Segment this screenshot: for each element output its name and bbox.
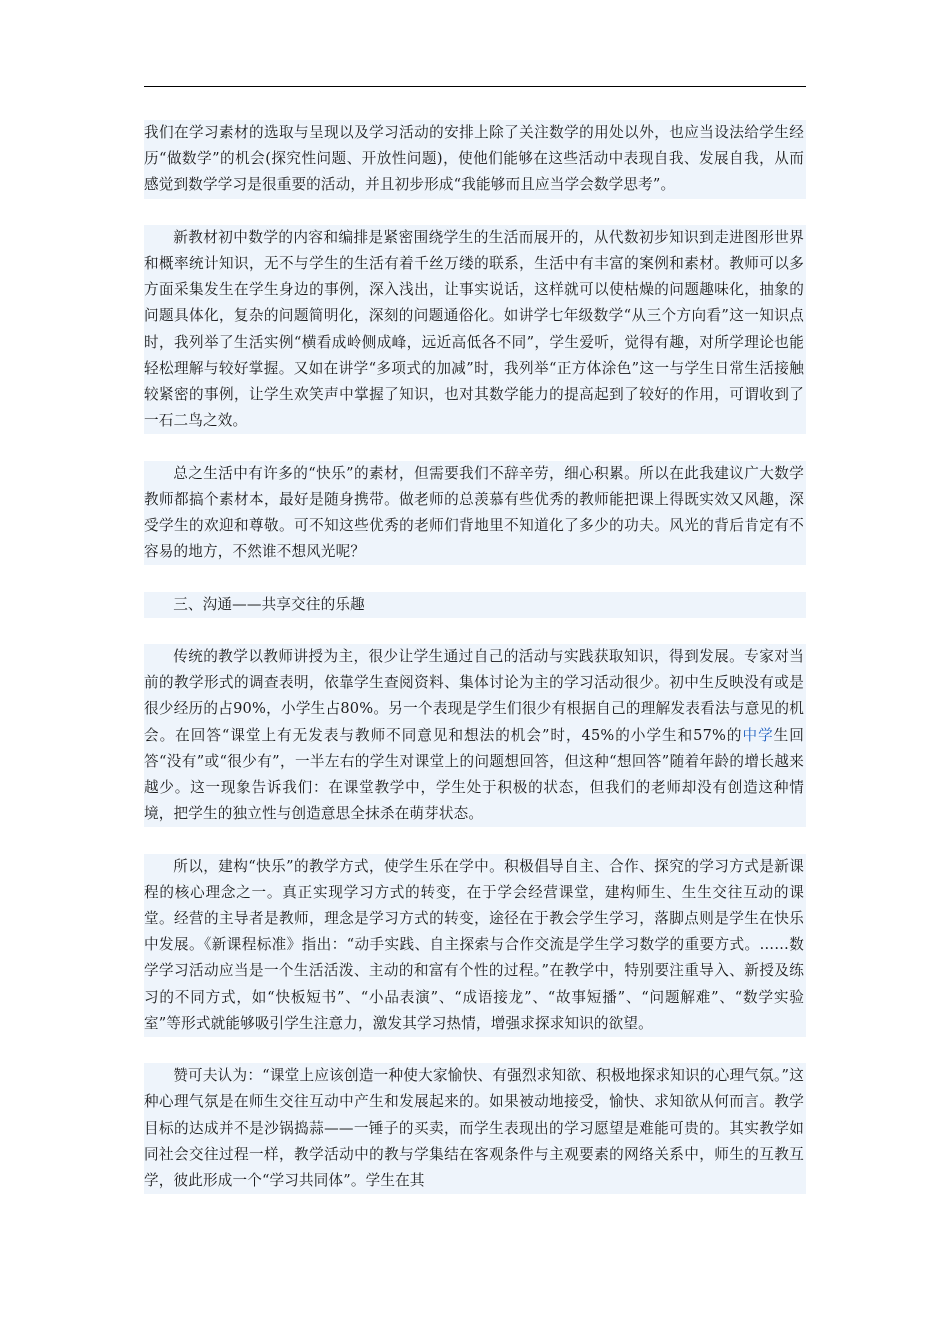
paragraph-gap <box>144 618 806 644</box>
paragraph-2: 新教材初中数学的内容和编排是紧密围绕学生的生活而展开的，从代数初步知识到走进图形世界和概率统计知识，无不与学生的生活有着千丝万缕的联系，生活中有丰富的案例和素材。教师可以多方面采集发生在学生身边的事例，深入浅出，让事实说话，这样就可以使枯燥的问题趣味化，抽象的问题具体化，复杂的问题简明化，深刻的问题通俗化。如讲学七年级数学“从三个方向看”这一知识点时，我列举了生活实例“横看成岭侧成峰，远近高低各不同”，学生爱听，觉得有趣，对所学理论也能轻松理解与较好掌握。又如在讲学“多项式的加减”时，我列举“正方体涂色”这一与学生日常生活接触较紧密的事例，让学生欢笑声中掌握了知识，也对其数学能力的提高起到了较好的作用，可谓收到了一石二鸟之效。 <box>144 225 806 435</box>
paragraph-5-text-after: 生回答“没有”或“很少有”，一半左右的学生对课堂上的问题想回答，但这种“想回答”随着年龄的增长越来越少。这一现象告诉我们：在课堂教学中，学生处于积极的状态，但我们的老师却没有创造这种情境，把学生的独立性与创造意思全抹杀在萌芽状态。 <box>144 726 804 823</box>
paragraph-gap <box>144 434 806 460</box>
paragraph-5 <box>144 644 806 827</box>
paragraph-7: 赞可夫认为：“课堂上应该创造一种使大家愉快、有强烈求知欲、积极地探求知识的心理气氛。”这种心理气氛是在师生交往互动中产生和发展起来的。如果被动地接受，愉快、求知欲从何而言。教学目标的达成并不是沙锅捣蒜——一锤子的买卖，而学生表现出的学习愿望是难能可贵的。其实教学如同社会交往过程一样，教学活动中的教与学集结在客观条件与主观要素的网络关系中，师生的互教互学，彼此形成一个“学习共同体”。学生在其 <box>144 1063 806 1194</box>
section-heading: 三、沟通——共享交往的乐趣 <box>144 592 806 618</box>
paragraph-3: 总之生活中有许多的“快乐”的素材，但需要我们不辞辛劳，细心积累。所以在此我建议广大数学教师都搞个素材本，最好是随身携带。做老师的总羡慕有些优秀的教师能把课上得既实效又风趣，深受学生的欢迎和尊敬。可不知这些优秀的老师们背地里不知道化了多少的功夫。风光的背后肯定有不容易的地方，不然谁不想风光呢？ <box>144 461 806 566</box>
paragraph-1: 我们在学习素材的选取与呈现以及学习活动的安排上除了关注数学的用处以外，也应当设法给学生经历“做数学”的机会(探究性问题、开放性问题)，使他们能够在这些活动中表现自我、发展自我，从而感觉到数学学习是很重要的活动，并且初步形成“我能够而且应当学会数学思考”。 <box>144 120 806 199</box>
paragraph-gap <box>144 565 806 591</box>
paragraph-gap <box>144 827 806 853</box>
paragraph-gap <box>144 1037 806 1063</box>
header-rule <box>144 86 806 87</box>
paragraph-6: 所以，建构“快乐”的教学方式，使学生乐在学中。积极倡导自主、合作、探究的学习方式是新课程的核心理念之一。真正实现学习方式的转变，在于学会经营课堂，建构师生、生生交往互动的课堂。经营的主导者是教师，理念是学习方式的转变，途径在于教会学生学习，落脚点则是学生在快乐中发展。《新课程标准》指出：“动手实践、自主探索与合作交流是学生学习数学的重要方式。……数学学习活动应当是一个生活活泼、主动的和富有个性的过程。”在教学中，特别要注重导入、新授及练习的不同方式，如“快板短书”、“小品表演”、“成语接龙”、“故事短播”、“问题解难”、“数学实验室”等形式就能够吸引学生注意力，激发其学习热情，增强求探求知识的欲望。 <box>144 854 806 1037</box>
document-body <box>144 120 806 1194</box>
inline-link[interactable]: 中学 <box>742 726 774 744</box>
paragraph-gap <box>144 199 806 225</box>
paragraph-5-text-before: 传统的教学以教师讲授为主，很少让学生通过自己的活动与实践获取知识，得到发展。专家对当前的教学形式的调查表明，依靠学生查阅资料、集体讨论为主的学习活动很少。初中生反映没有或是很少经历的占90%，小学生占80%。另一个表现是学生们很少有根据自己的理解发表看法与意见的机会。在回答“课堂上有无发表与教师不同意见和想法的机会”时，45%的小学生和57%的 <box>144 648 804 744</box>
